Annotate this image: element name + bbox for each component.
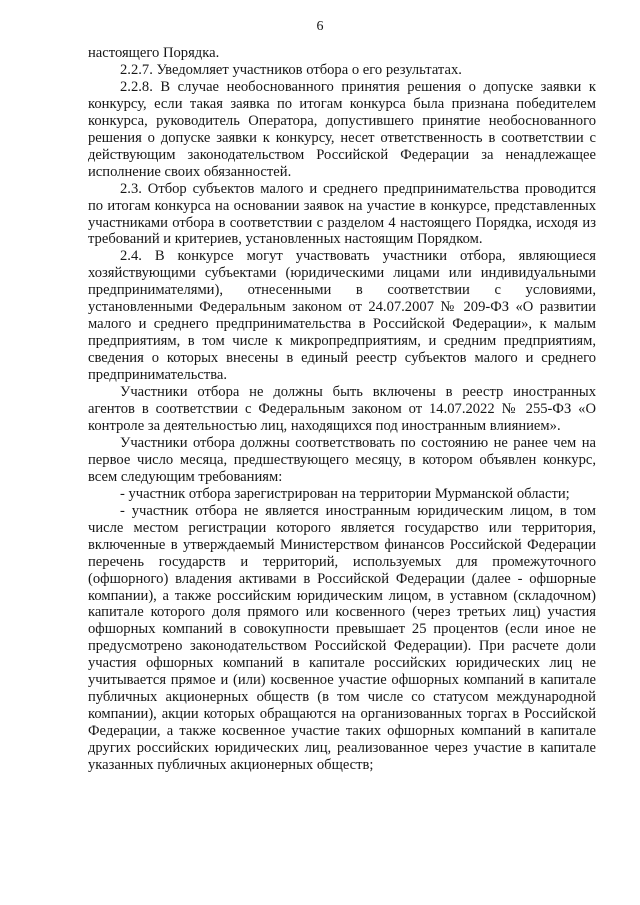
paragraph: 2.2.7. Уведомляет участников отбора о его результатах. bbox=[120, 61, 462, 78]
paragraph: Участники отбора не должны быть включены в реестр иностранных агентов в соответствии с Федеральным законом от 14.07.2022 № 255-ФЗ «О контроле за деятельностью лиц, находящихся под иностранным влиянием». bbox=[88, 384, 596, 434]
paragraph: - участник отбора зарегистрирован на территории Мурманской области; bbox=[120, 485, 570, 502]
paragraph: 2.3. Отбор субъектов малого и среднего предпринимательства проводится по итогам конкурса на основании заявок на участие в конкурсе, представленных участниками отбора в соответствии с разделом 4 настоящего Порядка, исходя из требований и критериев, установленных настоящим Порядком. bbox=[88, 180, 596, 248]
paragraph: настоящего Порядка. bbox=[88, 45, 220, 61]
paragraph: 2.4. В конкурсе могут участвовать участники отбора, являющиеся хозяйствующими субъектами (юридическими лицами или индивидуальными предпринимателями), отнесенными в соответствии с условиями, установленными Федеральным законом от 24.07.2007 № 209-ФЗ «О развитии малого и среднего предпринимательства в Российской Федерации», к малым предприятиям, в том числе к микропредприятиям, и средним предприятиям, сведения о которых внесены в единый реестр субъектов малого и среднего предпринимательства. bbox=[88, 248, 596, 384]
paragraph: Участники отбора должны соответствовать по состоянию не ранее чем на первое число месяца, предшествующего месяцу, в котором объявлен конкурс, всем следующим требованиям: bbox=[88, 434, 596, 485]
document-body bbox=[88, 45, 596, 774]
paragraph: 2.2.8. В случае необоснованного принятия решения о допуске заявки к конкурсу, если такая заявка по итогам конкурса была признана победителем конкурса, руководитель Оператора, допустившего принятие необоснованного решения о допуске заявки к конкурсу, несет ответственность в соответствии с действующим законодательством Российской Федерации за ненадлежащее исполнение своих обязанностей. bbox=[88, 78, 596, 180]
paragraph: - участник отбора не является иностранным юридическим лицом, в том числе местом регистрации которого является государство или территория, включенные в утверждаемый Министерством финансов Российской Федерации перечень государств и территорий, используемых для промежуточного (офшорного) владения активами в Российской Федерации (далее - офшорные компании), а также российским юридическим лицом, в уставном (складочном) капитале которого доля прямого или косвенного (через третьих лиц) участия офшорных компаний в совокупности превышает 25 процентов (если иное не предусмотрено законодательством Российской Федерации). При расчете доли участия офшорных компаний в капитале российских юридических лиц не учитывается прямое и (или) косвенное участие офшорных компаний в капитале публичных акционерных обществ (в том числе со статусом международной компании), акции которых обращаются на организованных торгах в Российской Федерации, а также косвенное участие таких офшорных компаний в капитале других российских юридических лиц, реализованное через участие в капитале указанных публичных акционерных обществ; bbox=[88, 502, 596, 774]
page-number: 6 bbox=[316, 19, 324, 34]
